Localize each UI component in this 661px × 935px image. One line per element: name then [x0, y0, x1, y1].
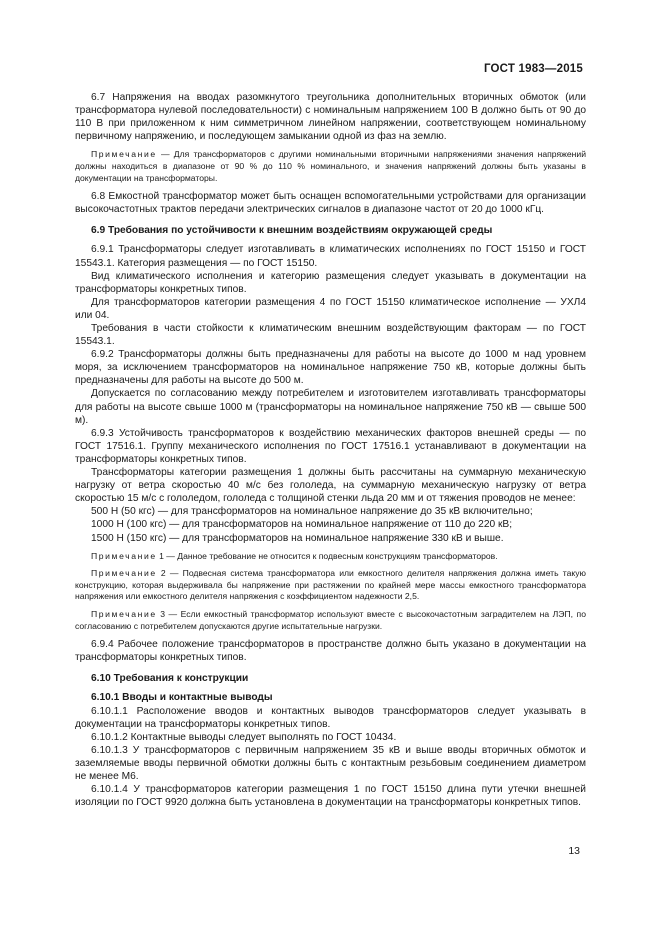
- paragraph-6-9-4: 6.9.4 Рабочее положение трансформаторов в пространстве должно быть указано в документации на трансформаторы конкретных типов.: [75, 639, 586, 664]
- note-text: 2 — Подвесная система трансформатора или емкостного делителя напряжения должна иметь такую конструкцию, которая выдерживала бы напряжение при растяжении по крайней мере массы емкостного трансформатора напряжения или емкостного делителя напряжения с коэффициентом надежности 2,5.: [75, 568, 586, 602]
- paragraph-6-9-1: 6.9.1 Трансформаторы следует изготавливать в климатических исполнениях по ГОСТ 15150 и ГОСТ 15543.1. Категория размещения — по ГОСТ 15150.: [75, 244, 586, 269]
- note-2: [75, 568, 586, 603]
- paragraph-6-10-1-4: 6.10.1.4 У трансформаторов категории размещения 1 по ГОСТ 15150 длина пути утечки внешней изоляции по ГОСТ 9920 должна быть установлена в документации на трансформаторы конкретных типов.: [75, 784, 586, 809]
- note-label: Примечание: [91, 568, 157, 579]
- paragraph-6-10-1-3: 6.10.1.3 У трансформаторов с первичным напряжением 35 кВ и выше вводы вторичных обмоток и заземляемые вводы первичной обмотки должны быть с контактным резьбовым соединением диаметром не менее М6.: [75, 744, 586, 782]
- note-text: 3 — Если емкостный трансформатор используют вместе с высокочастотным заградителем на ЛЭП, по согласованию с потребителем допускаются другие испытательные нагрузки.: [75, 608, 586, 631]
- paragraph: Требования в части стойкости к климатическим внешним воздействующим факторам — по ГОСТ 15543.1.: [75, 323, 586, 348]
- note-text: 1 — Данное требование не относится к подвесным конструкциям трансформаторов.: [156, 550, 498, 561]
- list-item: 500 Н (50 кгс) — для трансформаторов на номинальное напряжение до 35 кВ включительно;: [91, 506, 533, 518]
- paragraph: Допускается по согласованию между потребителем и изготовителем изготавливать трансформаторы для работы на высоте свыше 1000 м (трансформаторы на номинальное напряжение 750 кВ — свыше 500 м).: [75, 388, 586, 426]
- paragraph: Для трансформаторов категории размещения 4 по ГОСТ 15150 климатическое исполнение — УХЛ4 или 04.: [75, 296, 586, 321]
- paragraph-6-10-1-2: 6.10.1.2 Контактные выводы следует выполнять по ГОСТ 10434.: [91, 731, 397, 743]
- paragraph-6-9-3: 6.9.3 Устойчивость трансформаторов к воздействию механических факторов внешней среды — по ГОСТ 17516.1. Группу механического исполнения по ГОСТ 17516.1 устанавливают в документации на трансформаторы конкретных типов.: [75, 427, 586, 465]
- note-label: Примечание: [91, 608, 157, 619]
- paragraph-6-9-2: 6.9.2 Трансформаторы должны быть предназначены для работы на высоте до 1000 м над уровнем моря, за исключением трансформаторов на номинальное напряжение 750 кВ, которые должны быть предназначены для работы на высоте до 500 м.: [75, 349, 586, 387]
- paragraph-6-8: 6.8 Емкостной трансформатор может быть оснащен вспомогательными устройствами для организации высокочастотных трактов передачи электрических сигналов в диапазоне частот от 20 до 1000 кГц.: [75, 191, 586, 216]
- subsection-heading-6-10-1: 6.10.1 Вводы и контактные выводы: [91, 692, 273, 704]
- note-1: [75, 551, 586, 563]
- document-header: ГОСТ 1983—2015: [483, 63, 583, 75]
- note-label: Примечание: [91, 550, 157, 561]
- note-label: Примечание: [91, 149, 157, 160]
- note-3: [75, 609, 586, 632]
- note-text: — Для трансформаторов с другими номинальными вторичными напряжениями значения напряжений должны находиться в диапазоне от 90 % до 110 % номинального, и значения напряжений должны быть указаны в документации на трансформаторы.: [75, 149, 586, 183]
- paragraph: Трансформаторы категории размещения 1 должны быть рассчитаны на суммарную механическую нагрузку от ветра скоростью 40 м/с без гололеда, на суммарную механическую нагрузку от ветра скоростью 15 м/с с гололедом, гололеда с толщиной стенки льда 20 мм и от тяжения проводов не менее:: [75, 467, 586, 505]
- note-6-7: [75, 149, 586, 184]
- paragraph: Вид климатического исполнения и категорию размещения следует указывать в документации на трансформаторы конкретных типов.: [75, 270, 586, 295]
- list-item: 1500 Н (150 кгс) — для трансформаторов на номинальное напряжение 330 кВ и выше.: [91, 532, 504, 544]
- paragraph-6-10-1-1: 6.10.1.1 Расположение вводов и контактных выводов трансформаторов следует указывать в документации на трансформаторы конкретных типов.: [75, 705, 586, 730]
- page-number: 13: [568, 845, 580, 857]
- section-heading-6-10: 6.10 Требования к конструкции: [91, 673, 249, 685]
- paragraph-6-7: 6.7 Напряжения на вводах разомкнутого треугольника дополнительных вторичных обмоток (или трансформатора нулевой последовательности) с номинальным напряжением 100 В должно быть от 90 до 110 В при приложенном к ним симметричном линейном напряжении, соответствующем номинальному первичному напряжению, и последующем замыкании одной из фаз на землю.: [75, 92, 586, 143]
- section-heading-6-9: 6.9 Требования по устойчивости к внешним воздействиям окружающей среды: [91, 225, 493, 237]
- document-body: [75, 91, 586, 809]
- list-item: 1000 Н (100 кгс) — для трансформаторов на номинальное напряжение от 110 до 220 кВ;: [91, 519, 513, 531]
